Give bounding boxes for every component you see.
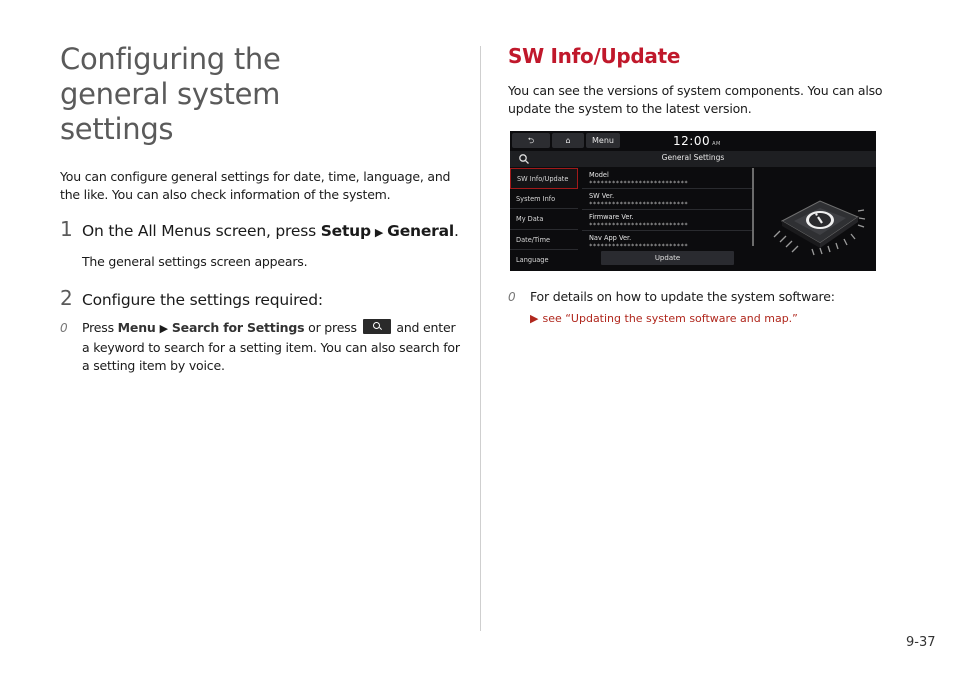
page-number: 9-37 — [906, 635, 936, 650]
item-label: Nav App Ver. — [589, 234, 632, 242]
note-press: Press — [82, 320, 118, 335]
arrow-right-icon: ▶ — [530, 311, 539, 325]
list-item — [582, 210, 752, 231]
item-label: Firmware Ver. — [589, 213, 634, 221]
see-reference-text: see “Updating the system software and map.” — [542, 311, 798, 325]
back-arrow-icon[interactable]: ⮌ — [512, 133, 550, 148]
item-value: ************************** — [589, 222, 689, 229]
search-for-settings-label: Search for Settings — [171, 320, 305, 335]
scrollbar[interactable] — [752, 168, 754, 246]
note-text: For details on how to update the system software: — [530, 289, 835, 304]
sidebar-item-language[interactable]: Language — [516, 256, 549, 265]
step-text: Configure the settings required: — [82, 291, 323, 309]
update-button[interactable]: Update — [601, 251, 734, 265]
setup-label: Setup — [320, 222, 371, 240]
item-value: ************************** — [589, 180, 689, 187]
info-chip-icon — [772, 191, 868, 261]
clock-time: 12:00 — [673, 134, 711, 148]
arrow-right-icon: ▶ — [159, 322, 168, 335]
item-value: ************************** — [589, 201, 689, 208]
clock — [673, 134, 721, 148]
note-rest: and enter a keyword to search for a setting item. You can also search for a setting item by voice. — [82, 320, 460, 373]
note-body — [530, 288, 835, 327]
right-column — [508, 42, 888, 118]
item-value: ************************** — [589, 243, 689, 250]
item-label: Model — [589, 171, 609, 179]
step-1 — [60, 218, 460, 244]
step-2 — [60, 287, 460, 311]
step-text — [82, 220, 459, 244]
menu-label: Menu — [117, 320, 156, 335]
item-label: SW Ver. — [589, 192, 615, 200]
sidebar-item-my-data[interactable]: My Data — [510, 209, 578, 230]
note-icon: 0 — [508, 290, 516, 304]
step-text-suffix: . — [453, 222, 459, 240]
step-1-result: The general settings screen appears. — [82, 254, 308, 269]
screenshot-general-settings — [510, 131, 876, 271]
see-reference-link[interactable] — [530, 311, 835, 327]
page-title: Configuring the general system settings — [60, 42, 281, 146]
note-or-press: or press — [304, 320, 361, 335]
sidebar-item-system-info[interactable]: System Info — [510, 189, 578, 210]
header-bar — [510, 151, 876, 167]
section-title: SW Info/Update — [508, 44, 681, 68]
note-text — [82, 319, 460, 376]
list-item — [582, 168, 752, 189]
column-divider — [480, 46, 481, 631]
note — [508, 288, 888, 327]
header-title: General Settings — [661, 153, 725, 162]
list-item — [582, 231, 752, 252]
top-bar — [510, 131, 876, 150]
note — [60, 319, 460, 376]
left-column — [60, 42, 460, 376]
general-label: General — [387, 222, 454, 240]
menu-button[interactable]: Menu — [586, 133, 620, 148]
home-icon[interactable]: ⌂ — [552, 133, 584, 148]
list-item — [582, 189, 752, 210]
search-icon — [363, 319, 391, 334]
step-number: 2 — [60, 286, 73, 310]
intro-text: You can configure general settings for date, time, language, and the like. You can also check information of the system. — [60, 169, 451, 202]
sidebar-item-date-time[interactable]: Date/Time — [510, 230, 578, 251]
section-text: You can see the versions of system components. You can also update the system to the latest version. — [508, 83, 883, 116]
arrow-right-icon: ▶ — [374, 226, 384, 239]
step-text-prefix: On the All Menus screen, press — [82, 222, 321, 240]
clock-ampm: AM — [712, 141, 721, 147]
sidebar-item-sw-info-update[interactable]: SW Info/Update — [510, 168, 578, 189]
step-number: 1 — [60, 217, 73, 241]
sidebar — [510, 168, 578, 271]
note-icon: 0 — [60, 321, 68, 335]
